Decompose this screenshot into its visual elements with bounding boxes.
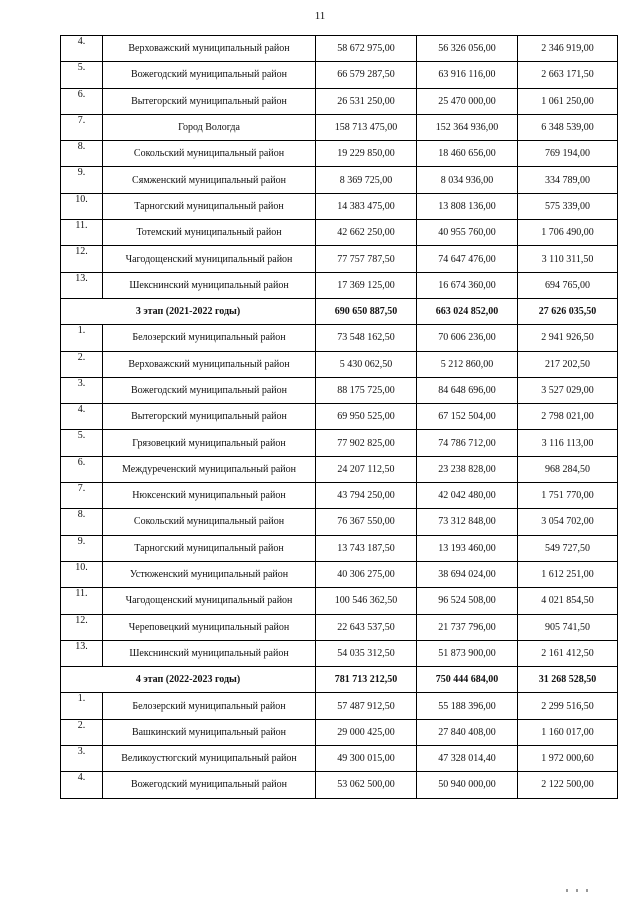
regional-amount: 40 955 760,00 bbox=[417, 220, 518, 246]
total-amount: 57 487 912,50 bbox=[316, 693, 417, 719]
table-row bbox=[61, 351, 618, 377]
table-row bbox=[61, 377, 618, 403]
regional-amount: 663 024 852,00 bbox=[417, 298, 518, 324]
local-amount: 6 348 539,00 bbox=[518, 114, 618, 140]
row-number: 8. bbox=[61, 141, 103, 167]
local-amount: 27 626 035,50 bbox=[518, 298, 618, 324]
table-row bbox=[61, 167, 618, 193]
district-name: Нюксенский муниципальный район bbox=[103, 483, 316, 509]
local-amount: 1 972 000,60 bbox=[518, 746, 618, 772]
total-amount: 26 531 250,00 bbox=[316, 88, 417, 114]
row-number: 13. bbox=[61, 272, 103, 298]
local-amount: 549 727,50 bbox=[518, 535, 618, 561]
row-number: 9. bbox=[61, 535, 103, 561]
row-number: 2. bbox=[61, 719, 103, 745]
total-amount: 53 062 500,00 bbox=[316, 772, 417, 798]
row-number: 11. bbox=[61, 588, 103, 614]
row-number: 6. bbox=[61, 88, 103, 114]
regional-amount: 38 694 024,00 bbox=[417, 561, 518, 587]
local-amount: 2 346 919,00 bbox=[518, 36, 618, 62]
total-amount: 29 000 425,00 bbox=[316, 719, 417, 745]
stage-total-row bbox=[61, 667, 618, 693]
regional-amount: 18 460 656,00 bbox=[417, 141, 518, 167]
district-name: Сокольский муниципальный район bbox=[103, 141, 316, 167]
table-row bbox=[61, 483, 618, 509]
district-name: Чагодощенский муниципальный район bbox=[103, 246, 316, 272]
regional-amount: 70 606 236,00 bbox=[417, 325, 518, 351]
district-name: Великоустюгский муниципальный район bbox=[103, 746, 316, 772]
table-row bbox=[61, 588, 618, 614]
row-number: 1. bbox=[61, 693, 103, 719]
district-name: Верховажский муниципальный район bbox=[103, 351, 316, 377]
local-amount: 2 941 926,50 bbox=[518, 325, 618, 351]
local-amount: 2 663 171,50 bbox=[518, 62, 618, 88]
local-amount: 3 110 311,50 bbox=[518, 246, 618, 272]
row-number: 3. bbox=[61, 377, 103, 403]
total-amount: 24 207 112,50 bbox=[316, 456, 417, 482]
local-amount: 968 284,50 bbox=[518, 456, 618, 482]
table-row bbox=[61, 220, 618, 246]
total-amount: 22 643 537,50 bbox=[316, 614, 417, 640]
table-row bbox=[61, 509, 618, 535]
district-name: Тарногский муниципальный район bbox=[103, 193, 316, 219]
local-amount: 1 612 251,00 bbox=[518, 561, 618, 587]
budget-allocation-table bbox=[60, 35, 618, 799]
regional-amount: 21 737 796,00 bbox=[417, 614, 518, 640]
row-number: 4. bbox=[61, 772, 103, 798]
total-amount: 88 175 725,00 bbox=[316, 377, 417, 403]
district-name: Грязовецкий муниципальный район bbox=[103, 430, 316, 456]
district-name: Тотемский муниципальный район bbox=[103, 220, 316, 246]
local-amount: 1 061 250,00 bbox=[518, 88, 618, 114]
row-number: 3. bbox=[61, 746, 103, 772]
table-row bbox=[61, 746, 618, 772]
row-number: 7. bbox=[61, 114, 103, 140]
local-amount: 31 268 528,50 bbox=[518, 667, 618, 693]
total-amount: 58 672 975,00 bbox=[316, 36, 417, 62]
regional-amount: 42 042 480,00 bbox=[417, 483, 518, 509]
regional-amount: 63 916 116,00 bbox=[417, 62, 518, 88]
total-amount: 8 369 725,00 bbox=[316, 167, 417, 193]
local-amount: 1 160 017,00 bbox=[518, 719, 618, 745]
regional-amount: 74 786 712,00 bbox=[417, 430, 518, 456]
total-amount: 77 757 787,50 bbox=[316, 246, 417, 272]
local-amount: 2 299 516,50 bbox=[518, 693, 618, 719]
row-number: 5. bbox=[61, 62, 103, 88]
row-number: 11. bbox=[61, 220, 103, 246]
regional-amount: 50 940 000,00 bbox=[417, 772, 518, 798]
total-amount: 40 306 275,00 bbox=[316, 561, 417, 587]
total-amount: 43 794 250,00 bbox=[316, 483, 417, 509]
district-name: Вытегорский муниципальный район bbox=[103, 88, 316, 114]
page-number: 11 bbox=[314, 10, 326, 22]
district-name: Устюженский муниципальный район bbox=[103, 561, 316, 587]
total-amount: 13 743 187,50 bbox=[316, 535, 417, 561]
row-number: 8. bbox=[61, 509, 103, 535]
table-row bbox=[61, 246, 618, 272]
row-number: 10. bbox=[61, 561, 103, 587]
table-row bbox=[61, 114, 618, 140]
total-amount: 781 713 212,50 bbox=[316, 667, 417, 693]
regional-amount: 750 444 684,00 bbox=[417, 667, 518, 693]
regional-amount: 16 674 360,00 bbox=[417, 272, 518, 298]
total-amount: 66 579 287,50 bbox=[316, 62, 417, 88]
regional-amount: 13 193 460,00 bbox=[417, 535, 518, 561]
table-row bbox=[61, 719, 618, 745]
total-amount: 5 430 062,50 bbox=[316, 351, 417, 377]
local-amount: 575 339,00 bbox=[518, 193, 618, 219]
table-row bbox=[61, 456, 618, 482]
regional-amount: 55 188 396,00 bbox=[417, 693, 518, 719]
total-amount: 14 383 475,00 bbox=[316, 193, 417, 219]
local-amount: 905 741,50 bbox=[518, 614, 618, 640]
district-name: Тарногский муниципальный район bbox=[103, 535, 316, 561]
row-number: 12. bbox=[61, 614, 103, 640]
table-row bbox=[61, 693, 618, 719]
row-number: 6. bbox=[61, 456, 103, 482]
table-row bbox=[61, 141, 618, 167]
table-row bbox=[61, 62, 618, 88]
table-row bbox=[61, 36, 618, 62]
row-number: 4. bbox=[61, 404, 103, 430]
local-amount: 1 751 770,00 bbox=[518, 483, 618, 509]
table-row bbox=[61, 272, 618, 298]
local-amount: 3 527 029,00 bbox=[518, 377, 618, 403]
row-number: 10. bbox=[61, 193, 103, 219]
local-amount: 2 798 021,00 bbox=[518, 404, 618, 430]
regional-amount: 73 312 848,00 bbox=[417, 509, 518, 535]
regional-amount: 47 328 014,40 bbox=[417, 746, 518, 772]
row-number: 5. bbox=[61, 430, 103, 456]
regional-amount: 96 524 508,00 bbox=[417, 588, 518, 614]
total-amount: 690 650 887,50 bbox=[316, 298, 417, 324]
total-amount: 76 367 550,00 bbox=[316, 509, 417, 535]
stage-label: 3 этап (2021-2022 годы) bbox=[61, 298, 316, 324]
row-number: 4. bbox=[61, 36, 103, 62]
total-amount: 158 713 475,00 bbox=[316, 114, 417, 140]
district-name: Шекснинский муниципальный район bbox=[103, 640, 316, 666]
total-amount: 100 546 362,50 bbox=[316, 588, 417, 614]
regional-amount: 51 873 900,00 bbox=[417, 640, 518, 666]
district-name: Белозерский муниципальный район bbox=[103, 325, 316, 351]
local-amount: 2 161 412,50 bbox=[518, 640, 618, 666]
table-row bbox=[61, 325, 618, 351]
local-amount: 4 021 854,50 bbox=[518, 588, 618, 614]
table-row bbox=[61, 561, 618, 587]
row-number: 9. bbox=[61, 167, 103, 193]
local-amount: 3 054 702,00 bbox=[518, 509, 618, 535]
regional-amount: 27 840 408,00 bbox=[417, 719, 518, 745]
table-row bbox=[61, 430, 618, 456]
total-amount: 17 369 125,00 bbox=[316, 272, 417, 298]
district-name: Чагодощенский муниципальный район bbox=[103, 588, 316, 614]
regional-amount: 23 238 828,00 bbox=[417, 456, 518, 482]
district-name: Город Вологда bbox=[103, 114, 316, 140]
district-name: Вожегодский муниципальный район bbox=[103, 62, 316, 88]
district-name: Шекснинский муниципальный район bbox=[103, 272, 316, 298]
district-name: Белозерский муниципальный район bbox=[103, 693, 316, 719]
local-amount: 334 789,00 bbox=[518, 167, 618, 193]
total-amount: 73 548 162,50 bbox=[316, 325, 417, 351]
district-name: Вытегорский муниципальный район bbox=[103, 404, 316, 430]
stage-label: 4 этап (2022-2023 годы) bbox=[61, 667, 316, 693]
total-amount: 19 229 850,00 bbox=[316, 141, 417, 167]
regional-amount: 74 647 476,00 bbox=[417, 246, 518, 272]
regional-amount: 8 034 936,00 bbox=[417, 167, 518, 193]
total-amount: 77 902 825,00 bbox=[316, 430, 417, 456]
stage-total-row bbox=[61, 298, 618, 324]
table-row bbox=[61, 535, 618, 561]
regional-amount: 25 470 000,00 bbox=[417, 88, 518, 114]
total-amount: 54 035 312,50 bbox=[316, 640, 417, 666]
district-name: Междуреченский муниципальный район bbox=[103, 456, 316, 482]
row-number: 13. bbox=[61, 640, 103, 666]
district-name: Вашкинский муниципальный район bbox=[103, 719, 316, 745]
regional-amount: 84 648 696,00 bbox=[417, 377, 518, 403]
total-amount: 69 950 525,00 bbox=[316, 404, 417, 430]
local-amount: 217 202,50 bbox=[518, 351, 618, 377]
table-row bbox=[61, 404, 618, 430]
table-row bbox=[61, 88, 618, 114]
table-row bbox=[61, 614, 618, 640]
row-number: 7. bbox=[61, 483, 103, 509]
district-name: Сокольский муниципальный район bbox=[103, 509, 316, 535]
district-name: Череповецкий муниципальный район bbox=[103, 614, 316, 640]
row-number: 2. bbox=[61, 351, 103, 377]
local-amount: 769 194,00 bbox=[518, 141, 618, 167]
local-amount: 1 706 490,00 bbox=[518, 220, 618, 246]
district-name: Вожегодский муниципальный район bbox=[103, 377, 316, 403]
table-row bbox=[61, 772, 618, 798]
scan-mark bbox=[566, 889, 596, 893]
regional-amount: 152 364 936,00 bbox=[417, 114, 518, 140]
total-amount: 42 662 250,00 bbox=[316, 220, 417, 246]
local-amount: 3 116 113,00 bbox=[518, 430, 618, 456]
table-row bbox=[61, 640, 618, 666]
district-name: Верховажский муниципальный район bbox=[103, 36, 316, 62]
district-name: Сямженский муниципальный район bbox=[103, 167, 316, 193]
district-name: Вожегодский муниципальный район bbox=[103, 772, 316, 798]
regional-amount: 56 326 056,00 bbox=[417, 36, 518, 62]
row-number: 12. bbox=[61, 246, 103, 272]
regional-amount: 67 152 504,00 bbox=[417, 404, 518, 430]
regional-amount: 13 808 136,00 bbox=[417, 193, 518, 219]
table-row bbox=[61, 193, 618, 219]
total-amount: 49 300 015,00 bbox=[316, 746, 417, 772]
regional-amount: 5 212 860,00 bbox=[417, 351, 518, 377]
local-amount: 2 122 500,00 bbox=[518, 772, 618, 798]
local-amount: 694 765,00 bbox=[518, 272, 618, 298]
row-number: 1. bbox=[61, 325, 103, 351]
